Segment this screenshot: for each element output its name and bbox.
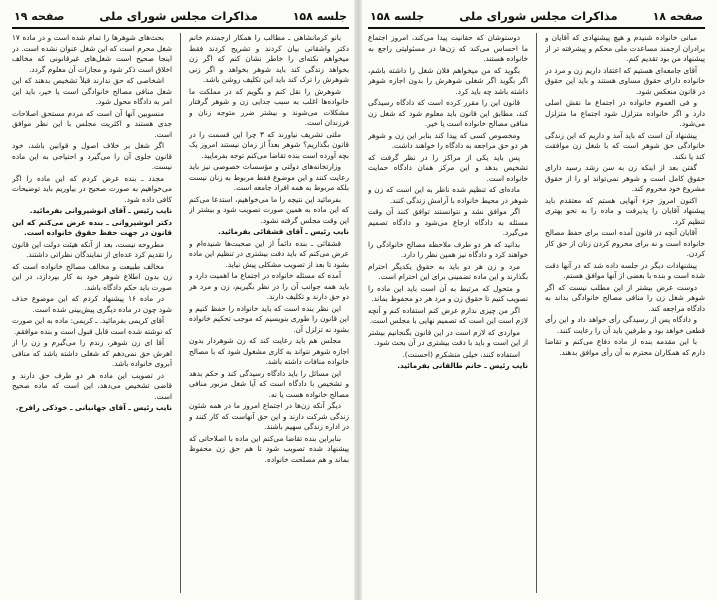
paragraph: و متحول که مرتبط به آن است باید این ماده را تصویب کنیم تا حقوق زن و مرد هر دو محفوظ بماند. [368, 283, 528, 303]
session-label: جلسه ۱۵۸ [370, 9, 425, 23]
paragraph: این نظر بنده است که باید خانواده را حفظ کنیم و این قانون را طوری بنویسیم که موجب تحکیم خانواده بشود نه تزلزل آن. [189, 303, 349, 334]
paragraph: اگر شغل بر خلاف اصول و قوانین باشد، خود قانون جلوی آن را می‌گیرد و احتیاجی به این ماده نیست. [12, 141, 172, 171]
paragraph: ملتی تشریف نیاورند که ۳ چرا این قسمت را در قانون بگذاریم؟ شوهر بعداً از زمان نیستند امروز یک بچه آورده است بنده تقاضا می‌کنم توجه بفرمایید. [189, 129, 349, 160]
paragraph: آمده که مسئله خانواده در اجتماع ما اهمیت دارد و باید همه جوانب آن را در نظر بگیریم، زن و مرد هر دو حق دارند و تکلیف دارند. [189, 271, 349, 301]
column-divider [180, 33, 181, 593]
paragraph: وزارتخانه‌های دولتی و مؤسسات خصوصی نیز باید رعایت کنند و این موضوع فقط مربوط به زنان نیست بلکه مربوط به همه افراد جامعه است. [189, 162, 349, 192]
paragraph: در ماده ۱۶ پیشنهاد کردم که این موضوع حذف شود چون در ماده دیگری پیش‌بینی شده است. [12, 294, 172, 314]
paragraph: مطروحه نیست، بعد از آنکه هیئت دولت این قانون را تقدیم کرد عده‌ای از نمایندگان نظراتی داشتند. [12, 239, 172, 259]
paragraph: بحث‌های شوهرها را تمام شده است و در ماده ۱۷ شغل محرم است که این شغل عنوان نشده است. در اینجا صحیح است شغل‌های غیرقانونی که مخالف اخلاق است ذکر شود و مجازات آن معلوم گردد. [12, 33, 172, 74]
paragraph: مواردی که لازم است در این قانون بگنجانیم بیشتر از این است و باید با دقت بیشتری در آن بحث شود. [368, 327, 528, 347]
paragraph: اکنون امروز جزء آنهایی هستم که معتقدم باید پیشنهاد آقایان را پذیرفت و ماده را به نحو بهتری تنظیم کرد. [545, 195, 705, 226]
paragraph: پیشنهاد آن است که باید آمد و داریم که این زندگی خانوادگی حق شوهر است که با شغل زن موافقت کند یا نکند. [545, 130, 705, 161]
paragraph: قشقائی ـ بنده دائماً از این صحبت‌ها شنیده‌ام و عرض می‌کنم که باید دقت بیشتری در تنظیم این ماده بشود تا بعد از تصویب مشکلی پیش نیاید. [189, 238, 349, 269]
paragraph: مرد و زن هر دو باید به حقوق یکدیگر احترام بگذارند و این ماده تضمینی برای این احترام است. [368, 261, 528, 281]
paragraph: ماده‌ای که تنظیم شده ناظر به این است که زن و شوهر در محیط خانواده با آرامش زندگی کنند. [368, 185, 528, 205]
paragraph: بدانید که هر دو طرف ملاحظه مصالح خانوادگی را خواهند کرد و دادگاه نیز همین نظر را دارد. [368, 239, 528, 259]
page-header [12, 6, 349, 29]
paragraph: آقا ای زن شوهر، زندم را می‌گیرم و زن را از اهرش حق نمی‌دهم که شغلی داشته باشد که منافی آبروی خانواده باشد. [12, 338, 172, 368]
paragraph: پس باید یکی از مراکز را در نظر گرفت که تشخیص بدهد و این مرکز همان دادگاه حمایت خانواده است. [368, 152, 528, 183]
page-number: صفحه ۱۹ [14, 9, 65, 23]
page-header [368, 6, 705, 29]
page-number: صفحه ۱۸ [652, 9, 703, 23]
paragraph: آقایان آنچه در قانون آمده است برای حفظ مصالح خانواده است و نه برای محروم کردن زنان از حق کار کردن. [545, 228, 705, 258]
right-page [360, 0, 717, 600]
left-page [0, 0, 357, 600]
column-divider [536, 33, 537, 593]
paragraph: بنابراین بنده تقاضا می‌کنم این ماده با اصلاحاتی که پیشنهاد شده تصویب شود تا هم حق زن محفوظ بماند و هم مصلحت خانواده. [189, 433, 349, 464]
paragraph: آقای جامعه‌ای هستیم که اعتقاد داریم زن و مرد در خانواده دارای حقوق مساوی هستند و باید این حقوق در قانون منعکس شود. [545, 65, 705, 96]
paragraph: مبانی خانواده شنیدم و هیچ پیشنهادی که آقایان و برادران ارجمند مساعدت ملی محکم و پیشرفته تر از پیشنهاد من بود تقدیم کنم. [545, 33, 705, 63]
paragraph: و فی العموم خانواده در اجتماع ما نقش اصلی دارد و اگر خانواده متزلزل شود اجتماع ما متزلزل می‌شود. [545, 98, 705, 128]
running-title: مذاکرات مجلس شورای ملی [459, 9, 618, 23]
paragraph: ومخصوص کسی که پیدا کند بنابر این زن و شوهر هر دو حق مراجعه به دادگاه را خواهند داشت. [368, 130, 528, 150]
paragraph: مخالف طبیعت و مخالف مصالح خانواده است که زن بدون اطلاع شوهر خود به کار بپردازد، در این صورت باید حکم دادگاه باشد. [12, 261, 172, 292]
paragraph: دیگر آنکه زن‌ها در اجتماع امروز ما در همه شئون زندگی شرکت دارند و این حق آنهاست که کار کنند و در اداره زندگی سهیم باشند. [189, 401, 349, 431]
paragraph: اگر موافق نشد و نتوانستند توافق کنند آن وقت مسئله به دادگاه ارجاع می‌شود و دادگاه تصمیم می‌گیرد. [368, 207, 528, 237]
paragraph: بفرمائید این نتیجه را ما می‌خواهیم، استدعا می‌کنم که این ماده به همین صورت تصویب شود و بیشتر از این وقت مجلس گرفته نشود. [189, 194, 349, 225]
paragraph: اشخاصی که حق ندارند قبلاً تشخیص بدهند که این شغل منافی مصالح خانوادگی است یا خیر، باید این امر به دادگاه محول شود. [12, 76, 172, 106]
paragraph: این مسائل را باید دادگاه رسیدگی کند و حکم بدهد و تشخیص با دادگاه است که آیا شغل مزبور منافی مصالح خانواده هست یا نه. [189, 368, 349, 399]
paragraph: بگوید که من میخواهم فلان شغل را داشته باشم، اگر بگوید اگر شغلی شوهرش را بدون اجازه شوهر داشته باشد چه باید کرد. [368, 65, 528, 96]
speaker-line: نایب رئیس ـ خانم طالقانی بفرمائید. [397, 361, 528, 370]
paragraph: گفتن بعد از اینکه زن به سن رشد رسید دارای حقوق کامل است و شوهر نمی‌تواند او را از حقوق مشروع خود محروم کند. [545, 163, 705, 193]
paragraph: دوستوشان که حقانیت پیدا می‌کند، امروز اجتماع ما احساس می‌کند که زن‌ها در مسئولیتی راجع به خانواده هستند. [368, 33, 528, 63]
paragraph: مجلس هم باید رعایت کند که زن شوهردار بدون اجازه شوهر نتواند به کاری مشغول شود که با مصالح خانواده منافات داشته باشد. [189, 336, 349, 366]
paragraph: مجدد ـ بنده عرض کردم که این ماده را اگر می‌خواهیم به صورت صحیح در بیاوریم باید توضیحات کافی داده شود. [12, 173, 172, 204]
paragraph: دوست عرض بیشتر از این مطلب نیست که اگر شوهر شغل زن را منافی مصالح خانوادگی بداند به دادگاه مراجعه کند. [545, 282, 705, 313]
paragraph: منسوبین آنها آن است که مردم مستحق اصلاحات جدی هستند و اکثریت مجلس با این نظر موافق است. [12, 108, 172, 139]
paragraph: اگر من چیزی ندارم عرض کنم استفاده کنم و آنچه لازم است این است که تصمیم نهایی با مجلس است. [368, 305, 528, 325]
paragraph: در تصویب این ماده هر دو طرف حق دارند و قاضی تشخیص می‌دهد، این است که ماده صحیح است. [12, 370, 172, 401]
paragraph: استفاده کنند، خیلی متشکرم (احسنت). [402, 349, 520, 359]
paragraph: با این مقدمه بنده از ماده دفاع می‌کنم و تقاضا دارم که همکاران محترم به آن رأی موافق بدهند. [545, 337, 705, 357]
paragraph: قانون این را مقرر کرده است که دادگاه رسیدگی کند، مطابق این قانون باید معلوم شود که شغل زن منافی مصالح خانواده است یا خیر. [368, 98, 528, 128]
paragraph: شوهرش را نقل کنم و بگویم که در مملکت ما خانواده‌ها اغلب به سبب جدایی زن و شوهر گرفتار مشکلات می‌شوند و بیشتر ضرر متوجه زنان و فرزندان است. [189, 86, 349, 127]
text-column-right [189, 33, 349, 593]
speaker-line: نایب رئیس ـ آقای انوشیروانی بفرمائید. [29, 206, 172, 215]
session-label: جلسه ۱۵۸ [292, 9, 347, 23]
running-title: مذاکرات مجلس شورای ملی [99, 9, 258, 23]
paragraph: آقای کریمی بفرمائید. ـ کریمی: ماده به این صورت که نوشته شده است قابل قبول است و بنده موافقم. [12, 316, 172, 336]
speaker-line: نایب رئیس ـ آقای جهانبانی ـ خوذکی رافرخ. [15, 403, 172, 412]
speaker-line: دکتر انوشیروانی ـ بنده عرض می‌کنم که این قانون در جهت حفظ حقوق خانواده است. [12, 217, 172, 237]
speaker-line: نایب رئیس ـ آقای قشقائی بفرمائید. [218, 227, 349, 236]
text-column-right [545, 33, 705, 593]
paragraph: بانو کرمانشاهی ـ مطالب را همکار ارجمندم خانم دکتر واشقانی بیان کردند و تشریح کردند فقط میخواهم نکته‌ای را خاطر نشان کنم که اگر زن بخواهد زندگی کند باید شوهر بخواهد و اگر زنی شوهرش را ترک کند باید این تکلیف روشن باشد. [189, 33, 349, 84]
text-column-left [368, 33, 528, 593]
paragraph: پیشنهادات دیگر در جلسه داده شد که در آنها دقت شده است و بنده با بعضی از آنها موافق هستم. [545, 260, 705, 280]
text-column-left [12, 33, 172, 593]
paragraph: و دادگاه پس از رسیدگی رأی خواهد داد و این رأی قطعی خواهد بود و طرفین باید آن را رعایت کنند. [545, 315, 705, 335]
